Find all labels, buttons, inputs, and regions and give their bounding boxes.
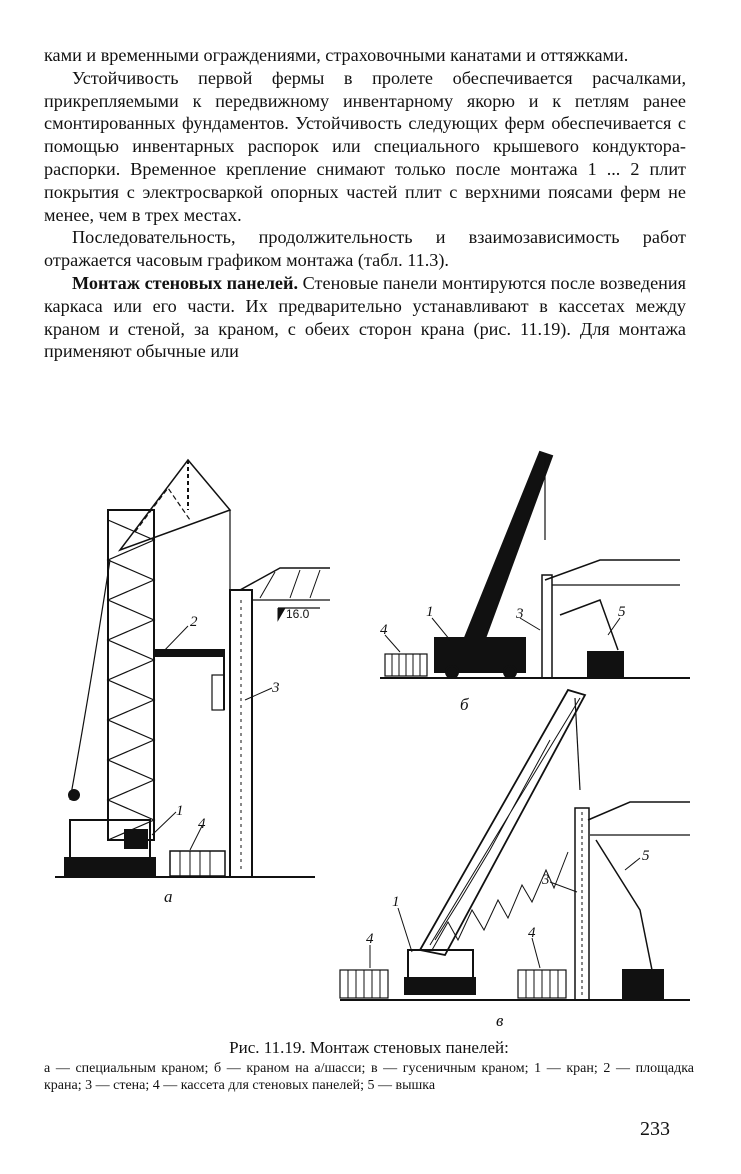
subfigure-c-drawing xyxy=(340,690,690,1000)
paragraph-2: Устойчивость первой фермы в пролете обеспечивается расчалками, прикрепляемыми к передвижному инвентарному якорю и к петлям ранее смонтированных фундаментов. Устойчивость следующих ферм обеспечивается с помощью инвентарных распорок или специального крышевого кондуктора-распорки. Временное крепление снимают только после монтажа 1 ... 2 плит покрытия с электросваркой опорных частей плит с верхними поясами ферм не менее, чем в трех местах. xyxy=(44,67,686,225)
figure-caption xyxy=(44,1038,694,1094)
paragraph-4 xyxy=(44,272,686,363)
label-4-c-right: 4 xyxy=(528,925,536,941)
label-4-b: 4 xyxy=(380,622,388,638)
elevation-mark: 16.0 xyxy=(286,607,310,621)
caption-title: Рис. 11.19. Монтаж стеновых панелей: xyxy=(229,1038,509,1057)
label-2-a: 2 xyxy=(190,614,198,630)
section-heading: Монтаж стеновых панелей. xyxy=(72,272,298,293)
caption-body: а — специальным краном; б — краном на а/шасси; в — гусеничным краном; 1 — кран; 2 — площадка крана; 3 — стена; 4 — кассета для стеновых панелей; 5 — вышка xyxy=(44,1061,694,1093)
paragraph-4-text: Стеновые панели монтируются после возведения каркаса или его части. Их предварительно устанавливают в кассетах между краном и стеной, за краном, с обеих сторон крана (рис. 11.19). Для монтажа применяют обычные или xyxy=(44,272,686,362)
label-4-a: 4 xyxy=(198,816,206,832)
label-4-c-left: 4 xyxy=(366,931,374,947)
label-3-c: 3 xyxy=(542,872,550,888)
subfigure-label-a: а xyxy=(164,887,173,906)
subfigure-label-b: б xyxy=(460,695,469,714)
label-5-c: 5 xyxy=(642,848,650,864)
subfigure-b-drawing xyxy=(380,452,690,678)
paragraph-3: Последовательность, продолжительность и взаимозависимость работ отражается часовым графиком монтажа (табл. 11.3). xyxy=(44,227,686,271)
subfigure-a-drawing xyxy=(55,460,330,877)
subfigure-label-c: в xyxy=(496,1011,504,1030)
figure-illustration xyxy=(40,440,700,1030)
label-1-a: 1 xyxy=(176,803,184,819)
page-number: 233 xyxy=(640,1118,670,1140)
paragraph-1: ками и временными ограждениями, страховочными канатами и оттяжками. xyxy=(44,45,629,65)
label-3-a: 3 xyxy=(272,680,280,696)
label-5-b: 5 xyxy=(618,604,626,620)
label-1-c: 1 xyxy=(392,894,400,910)
label-3-b: 3 xyxy=(516,606,524,622)
body-text xyxy=(44,44,686,363)
label-1-b: 1 xyxy=(426,604,434,620)
